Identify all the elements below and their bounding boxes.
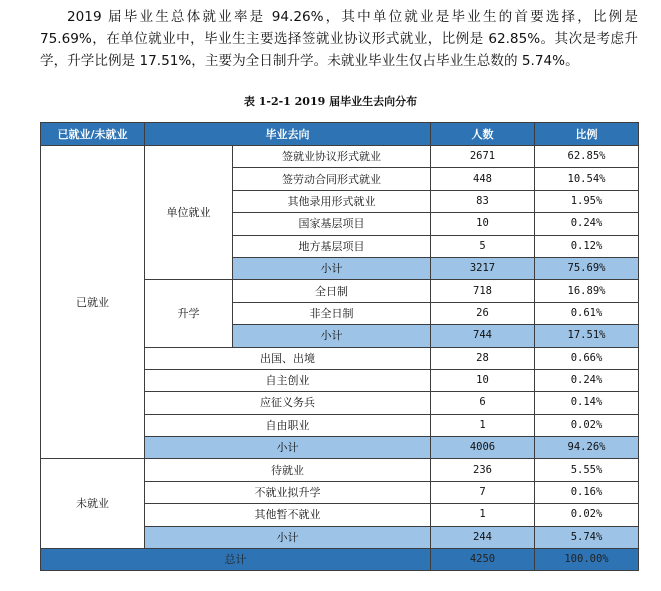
- subtotal-count: 244: [431, 526, 535, 548]
- row-ratio: 1.95%: [535, 190, 639, 212]
- intro-text: 2019 届毕业生总体就业率是 94.26%，其中单位就业是毕业生的首要选择，比例是 75.69%，在单位就业中，毕业生主要选择签就业协议形式就业，比例是 62.85%。其次是考虑升学，升学比例是 17.51%，主要为全日制升学。未就业毕业生仅占毕业生总数的 5.74%。: [40, 9, 638, 69]
- row-count: 2671: [431, 146, 535, 168]
- row-ratio: 0.24%: [535, 213, 639, 235]
- row-ratio: 0.61%: [535, 302, 639, 324]
- table-row: [41, 146, 639, 168]
- row-name: 国家基层项目: [233, 213, 431, 235]
- subtotal-count: 744: [431, 325, 535, 347]
- row-name: 签就业协议形式就业: [233, 146, 431, 168]
- row-name: 其他录用形式就业: [233, 190, 431, 212]
- employed-group-label: 已就业: [41, 146, 145, 459]
- header-count: 人数: [431, 123, 535, 146]
- row-ratio: 5.55%: [535, 459, 639, 481]
- row-ratio: 0.16%: [535, 481, 639, 503]
- row-count: 448: [431, 168, 535, 190]
- table-row: [41, 459, 639, 481]
- row-count: 28: [431, 347, 535, 369]
- row-name: 全日制: [233, 280, 431, 302]
- row-count: 7: [431, 481, 535, 503]
- total-ratio: 100.00%: [535, 549, 639, 571]
- table-header-row: [41, 123, 639, 146]
- total-count: 4250: [431, 549, 535, 571]
- subtotal-ratio: 5.74%: [535, 526, 639, 548]
- study-group-label: 升学: [145, 280, 233, 347]
- row-ratio: 0.24%: [535, 369, 639, 391]
- row-ratio: 0.66%: [535, 347, 639, 369]
- subtotal-count: 3217: [431, 257, 535, 279]
- row-count: 10: [431, 369, 535, 391]
- row-name: 自主创业: [145, 369, 431, 391]
- row-name: 非全日制: [233, 302, 431, 324]
- row-ratio: 10.54%: [535, 168, 639, 190]
- subtotal-ratio: 75.69%: [535, 257, 639, 279]
- row-count: 5: [431, 235, 535, 257]
- subtotal-label: 小计: [145, 526, 431, 548]
- table-caption: 表 1-2-1 2019 届毕业生去向分布: [243, 95, 418, 108]
- row-name: 自由职业: [145, 414, 431, 436]
- row-ratio: 16.89%: [535, 280, 639, 302]
- unit-group-label: 单位就业: [145, 146, 233, 280]
- row-count: 1: [431, 414, 535, 436]
- row-count: 718: [431, 280, 535, 302]
- row-count: 26: [431, 302, 535, 324]
- row-count: 236: [431, 459, 535, 481]
- row-name: 不就业拟升学: [145, 481, 431, 503]
- row-name: 签劳动合同形式就业: [233, 168, 431, 190]
- row-count: 6: [431, 392, 535, 414]
- row-ratio: 0.02%: [535, 414, 639, 436]
- subtotal-label: 小计: [233, 325, 431, 347]
- row-count: 10: [431, 213, 535, 235]
- row-name: 待就业: [145, 459, 431, 481]
- row-name: 出国、出境: [145, 347, 431, 369]
- row-ratio: 62.85%: [535, 146, 639, 168]
- row-ratio: 0.02%: [535, 504, 639, 526]
- row-count: 83: [431, 190, 535, 212]
- total-row: [41, 549, 639, 571]
- row-name: 其他暂不就业: [145, 504, 431, 526]
- row-ratio: 0.14%: [535, 392, 639, 414]
- header-ratio: 比例: [535, 123, 639, 146]
- header-status: 已就业/未就业: [41, 123, 145, 146]
- subtotal-count: 4006: [431, 437, 535, 459]
- subtotal-ratio: 17.51%: [535, 325, 639, 347]
- row-name: 应征义务兵: [145, 392, 431, 414]
- subtotal-label: 小计: [145, 437, 431, 459]
- intro-paragraph: [40, 6, 638, 72]
- subtotal-ratio: 94.26%: [535, 437, 639, 459]
- total-label: 总计: [41, 549, 431, 571]
- header-destination: 毕业去向: [145, 123, 431, 146]
- subtotal-label: 小计: [233, 257, 431, 279]
- row-name: 地方基层项目: [233, 235, 431, 257]
- row-count: 1: [431, 504, 535, 526]
- row-ratio: 0.12%: [535, 235, 639, 257]
- destination-table: [40, 122, 639, 571]
- unemployed-group-label: 未就业: [41, 459, 145, 549]
